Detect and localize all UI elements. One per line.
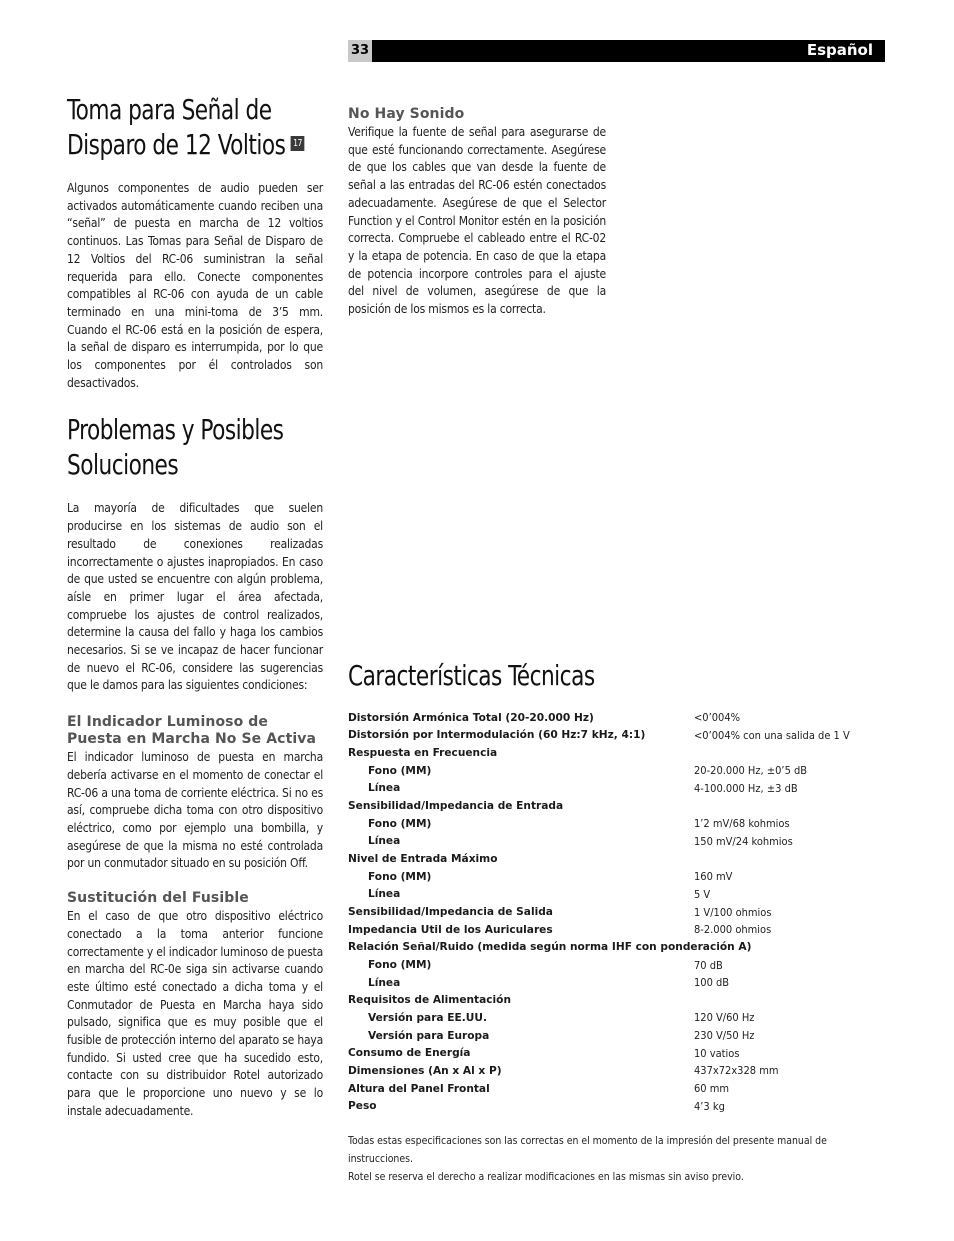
spec-label: Fono (MM) bbox=[368, 870, 432, 883]
spec-row bbox=[348, 992, 888, 1010]
spec-value: 4-100.000 Hz, ±3 dB bbox=[694, 781, 798, 795]
figure-reference-badge: 17 bbox=[291, 136, 305, 151]
spec-value: 10 vatios bbox=[694, 1046, 740, 1060]
specs-table bbox=[348, 709, 888, 1115]
no-sound-body-text: Verifique la fuente de señal para asegurarse de que esté funcionando correctamente. Asegúrese de que los cables que van desde la fuente de señal a las entradas del RC-06 estén conectados adecuadamente. Asegúrese de que el Selector Function y el Control Monitor estén en la posición correcta. Compruebe el cableado entre el RC-02 y la etapa de potencia. En caso de que la etapa de potencia incorpore controles para el ajuste del nivel de volumen, asegúrese de que la posición de los mismos es la correcta. bbox=[348, 125, 606, 317]
power-led-body-text: El indicador luminoso de puesta en marcha debería activarse en el momento de conectar el RC-06 a una toma de corriente eléctrica. Si no es así, compruebe dicha toma con otro dispositivo eléctrico, como por ejemplo una bombilla, y asegúrese de que la misma no esté controlada por un conmutador situado en su posición Off. bbox=[67, 750, 323, 871]
spec-row bbox=[348, 921, 888, 939]
spec-row bbox=[348, 850, 888, 868]
spec-value: 1’2 mV/68 kohmios bbox=[694, 817, 790, 831]
spec-value: 437x72x328 mm bbox=[694, 1064, 779, 1078]
problems-section-title bbox=[67, 412, 287, 482]
spec-label: Versión para Europa bbox=[368, 1029, 490, 1042]
problems-title-line1: Problemas y Posibles bbox=[67, 413, 284, 447]
spec-label: Nivel de Entrada Máximo bbox=[348, 853, 498, 866]
spec-row bbox=[348, 1027, 888, 1045]
spec-label: Distorsión por Intermodulación (60 Hz:7 kHz, 4:1) bbox=[348, 729, 646, 742]
right-column bbox=[348, 106, 606, 319]
specs-title-wrap bbox=[348, 658, 635, 693]
spec-row bbox=[348, 727, 888, 745]
no-sound-heading: No Hay Sonido bbox=[348, 106, 465, 122]
power-led-heading: El Indicador Luminoso de Puesta en Marcha No Se Activa bbox=[67, 714, 317, 748]
spec-row bbox=[348, 780, 888, 798]
spec-value: 100 dB bbox=[694, 976, 730, 990]
spec-label: Sensibilidad/Impedancia de Entrada bbox=[348, 800, 564, 813]
page-header-bar bbox=[348, 40, 885, 62]
spec-label: Fono (MM) bbox=[368, 959, 432, 972]
trigger-title-line1: Toma para Señal de bbox=[67, 93, 272, 126]
spec-label: Respuesta en Frecuencia bbox=[348, 747, 498, 760]
spec-row bbox=[348, 974, 888, 992]
spec-value: <0’004% con una salida de 1 V bbox=[694, 728, 850, 742]
specs-title: Características Técnicas bbox=[348, 659, 595, 692]
spec-label: Peso bbox=[348, 1100, 377, 1113]
spec-label: Fono (MM) bbox=[368, 817, 432, 830]
page-number: 33 bbox=[348, 40, 372, 62]
spec-label: Fono (MM) bbox=[368, 764, 432, 777]
trigger-title-line2: Disparo de 12 Voltios bbox=[67, 128, 286, 161]
spec-value: 8-2.000 ohmios bbox=[694, 923, 772, 937]
spec-value: 5 V bbox=[694, 887, 711, 901]
fuse-heading: Sustitución del Fusible bbox=[67, 890, 249, 907]
problems-title-line2: Soluciones bbox=[67, 448, 179, 482]
spec-label: Versión para EE.UU. bbox=[368, 1011, 487, 1024]
spec-value: 120 V/60 Hz bbox=[694, 1011, 755, 1025]
spec-value: 20-20.000 Hz, ±0’5 dB bbox=[694, 764, 808, 778]
spec-row bbox=[348, 903, 888, 921]
spec-row bbox=[348, 797, 888, 815]
spec-row bbox=[348, 815, 888, 833]
problems-body-text: La mayoría de dificultades que suelen producirse en los sistemas de audio son el resultado de conexiones realizadas incorrectamente o ajustes inapropiados. En caso de que usted se encuentre con algún problema, aísle en primer lugar el área afectada, compruebe los ajustes de control realizados, determine la causa del fallo y haga los cambios necesarios. Si se ve incapaz de hacer funcionar de nuevo el RC-06, considere las sugerencias que le damos para las siguientes condiciones: bbox=[67, 501, 323, 693]
spec-label: Dimensiones (An x Al x P) bbox=[348, 1064, 502, 1077]
spec-value: 230 V/50 Hz bbox=[694, 1029, 755, 1043]
spec-label: Línea bbox=[368, 976, 401, 989]
spec-label: Consumo de Energía bbox=[348, 1047, 471, 1060]
trigger-section-title bbox=[67, 92, 302, 162]
spec-value: 150 mV/24 kohmios bbox=[694, 834, 793, 848]
spec-row bbox=[348, 1044, 888, 1062]
spec-row bbox=[348, 744, 888, 762]
spec-label: Altura del Panel Frontal bbox=[348, 1082, 490, 1095]
spec-row bbox=[348, 762, 888, 780]
spec-label: Línea bbox=[368, 835, 401, 848]
spec-value: 60 mm bbox=[694, 1082, 730, 1096]
spec-row bbox=[348, 1080, 888, 1098]
spec-value: 1 V/100 ohmios bbox=[694, 905, 772, 919]
trigger-body-text: Algunos componentes de audio pueden ser activados automáticamente cuando reciben una “señal” de puesta en marcha de 12 voltios continuos. Las Tomas para Señal de Disparo de 12 Voltios del RC-06 suministran la señal requerida para ello. Conecte componentes compatibles al RC-06 con ayuda de un cable terminado en una mini-toma de 3’5 mm. Cuando el RC-06 está en la posición de espera, la señal de disparo es interrumpida, por lo que los componentes por él controlados son desactivados. bbox=[67, 181, 323, 390]
spec-value: <0’004% bbox=[694, 711, 741, 725]
language-label: Español bbox=[806, 41, 873, 59]
spec-label: Línea bbox=[368, 888, 401, 901]
spec-row bbox=[348, 1009, 888, 1027]
spec-row bbox=[348, 886, 888, 904]
spec-row bbox=[348, 1062, 888, 1080]
footnote-line-2: Rotel se reserva el derecho a realizar modificaciones en las mismas sin aviso previo. bbox=[348, 1171, 744, 1183]
specs-footnote bbox=[348, 1132, 888, 1186]
spec-row bbox=[348, 956, 888, 974]
spec-value: 4’3 kg bbox=[694, 1099, 725, 1113]
spec-value: 70 dB bbox=[694, 958, 723, 972]
spec-label: Distorsión Armónica Total (20-20.000 Hz) bbox=[348, 711, 594, 724]
spec-label: Impedancia Util de los Auriculares bbox=[348, 923, 553, 936]
spec-label: Sensibilidad/Impedancia de Salida bbox=[348, 906, 553, 919]
spec-row bbox=[348, 868, 888, 886]
spec-row bbox=[348, 1097, 888, 1115]
left-column bbox=[67, 92, 323, 1121]
spec-value: 160 mV bbox=[694, 870, 733, 884]
spec-label: Línea bbox=[368, 782, 401, 795]
spec-row bbox=[348, 833, 888, 851]
spec-row bbox=[348, 709, 888, 727]
fuse-body-text: En el caso de que otro dispositivo eléctrico conectado a la toma anterior funcione correctamente y el indicador luminoso de puesta en marcha del RC-0e siga sin activarse cuando este último esté conectado a dicha toma y el Conmutador de Puesta en Marcha haya sido pulsado, significa que es muy posible que el fusible de protección interno del aparato se haya fundido. Si usted cree que ha sucedido esto, contacte con su distribuidor Rotel autorizado para que le proporcione uno nuevo y se lo instale adecuadamente. bbox=[67, 909, 323, 1118]
footnote-line-1: Todas estas especificaciones son las correctas en el momento de la impresión del presente manual de instrucciones. bbox=[348, 1135, 827, 1165]
spec-label: Requisitos de Alimentación bbox=[348, 994, 511, 1007]
spec-row bbox=[348, 939, 888, 957]
spec-label: Relación Señal/Ruido (medida según norma IHF con ponderación A) bbox=[348, 941, 752, 954]
